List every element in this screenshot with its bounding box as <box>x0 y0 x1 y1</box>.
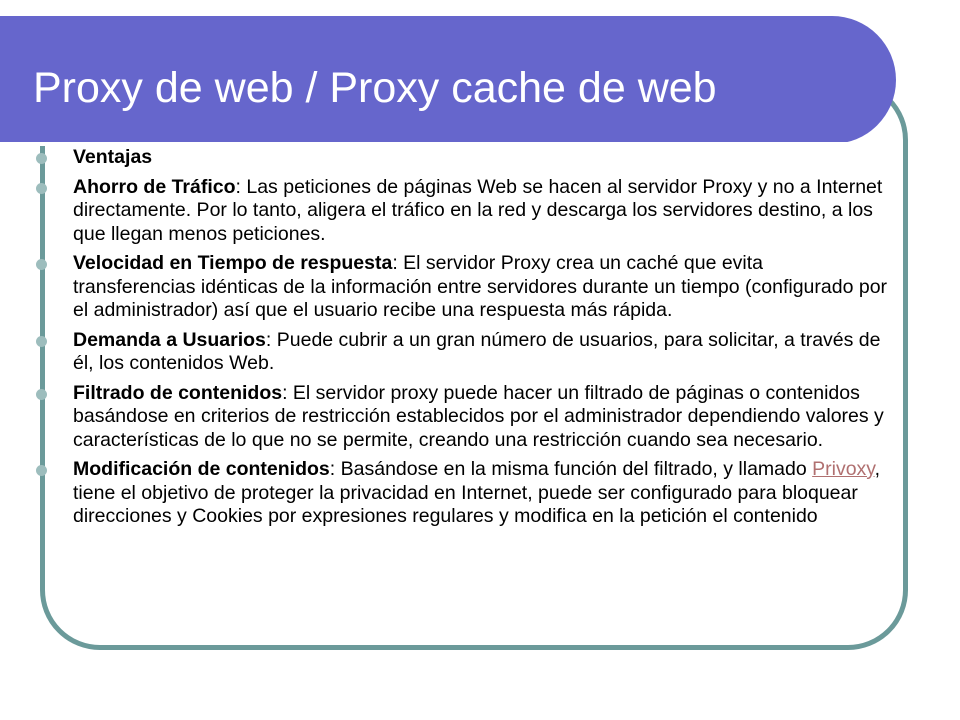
bullet-text: : Puede cubrir a un gran número de usuarios, para solicitar, a través de él, los contenidos Web. <box>73 328 881 374</box>
bullet-term: Demanda a Usuarios <box>73 328 266 351</box>
bullet-term: Filtrado de contenidos <box>73 381 283 404</box>
bullet-list <box>36 146 890 535</box>
bullet-term: Ahorro de Tráfico <box>73 175 236 198</box>
bullet-term: Ventajas <box>73 146 153 168</box>
slide-title: Proxy de web / Proxy cache de web <box>33 64 717 112</box>
bullet-text: : Basándose en la misma función del filtrado, y llamado <box>329 458 813 480</box>
bullet-text: : El servidor proxy puede hacer un filtrado de páginas o contenidos basándose en criterios de restricción establecidos por el administrador dependiendo valores y características de lo que no se permite, creando una restricción cuando sea necesario. <box>73 381 884 451</box>
bullet-demanda-usuarios <box>36 329 890 376</box>
bullet-dot-icon <box>36 259 47 270</box>
bullet-ahorro-trafico <box>36 176 890 247</box>
bullet-text: : El servidor Proxy crea un caché que evita transferencias idénticas de la información entre servidores durante un tiempo (configurado por el administrador) así que el usuario recibe una respuesta más rápida. <box>73 252 888 321</box>
bullet-term: Velocidad en Tiempo de respuesta <box>73 252 393 274</box>
bullet-text-after: , tiene el objetivo de proteger la privacidad en Internet, puede ser configurado para bloquear direcciones y Cookies por expresiones regulares y modifica en la petición el contenido <box>73 458 881 527</box>
bullet-velocidad <box>36 252 890 323</box>
bullet-modificacion <box>36 458 890 529</box>
bullet-dot-icon <box>36 389 47 400</box>
privoxy-link[interactable]: Privoxy <box>812 458 875 480</box>
bullet-ventajas <box>36 146 890 170</box>
bullet-dot-icon <box>36 183 47 194</box>
title-bar <box>0 16 896 144</box>
bullet-dot-icon <box>36 465 47 476</box>
bullet-dot-icon <box>36 153 47 164</box>
bullet-term: Modificación de contenidos <box>73 458 330 480</box>
bullet-dot-icon <box>36 336 47 347</box>
bullet-filtrado <box>36 382 890 453</box>
bullet-text: : Las peticiones de páginas Web se hacen al servidor Proxy y no a Internet directamente. Por lo tanto, aligera el tráfico en la red y descarga los servidores destino, a los que llegan menos peticiones. <box>73 175 883 245</box>
